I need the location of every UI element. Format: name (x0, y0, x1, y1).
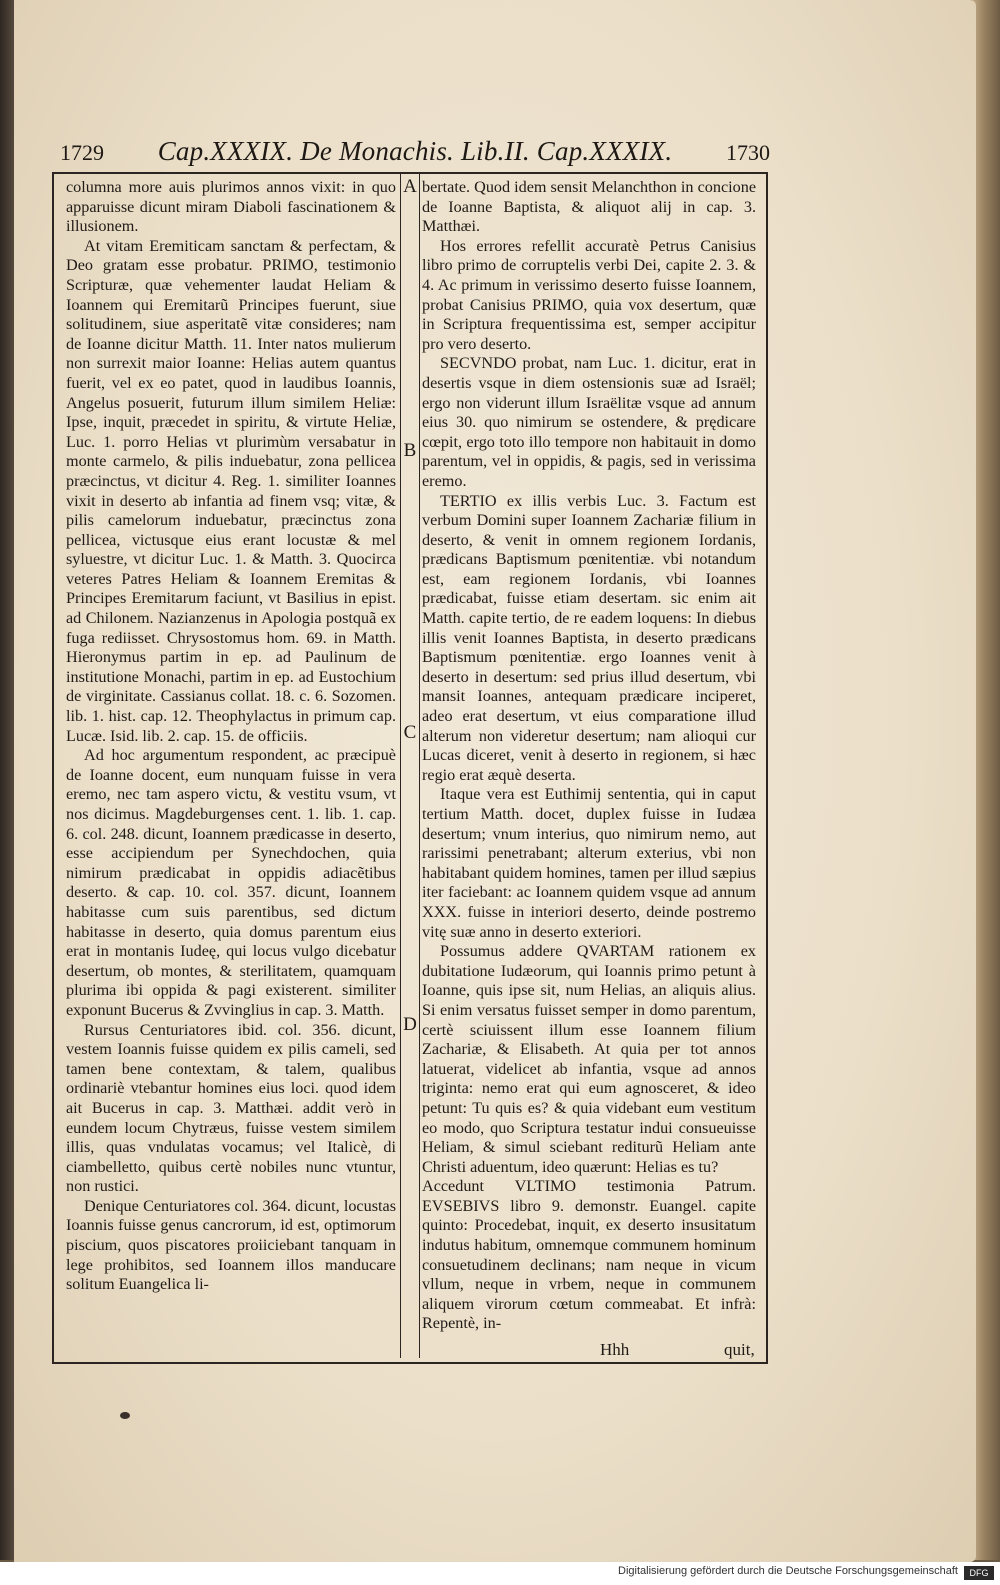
ink-speck (120, 1412, 130, 1419)
column-divider (400, 174, 420, 1358)
paragraph: SECVNDO probat, nam Luc. 1. dicitur, erat in desertis vsque in diem ostensionis suæ ad Israël; ergo non viderunt illum Israëlitæ vsque ad annum eius 30. quo nimirum se ostendere, & prędicare cœpit, ergo toto illo tempore non habitauit in domo parentum, vel in oppidis, & pagis, sed in verissima eremo. (422, 354, 756, 490)
paragraph: Possumus addere QVARTAM rationem ex dubitatione Iudæorum, qui Ioannis primo petunt à Ioanne, quis ipse sit, num Helias, an aliquis alius. Si enim versatus fuisset semper in domo parentum, certè sciuissent illum esse Ioannem filium Zachariæ, & Elisabeth. At quia per tot annos latuerat, videlicet ab infantia, vsque ad annos triginta: nemo erat qui eum agnosceret, & ideo petunt: Tu quis es? & quia videbant eum vestitum eo modo, quo Scriptura testatur indui consueuisse Heliam, & simul sciebant rediturũ Heliam ante Christi aduentum, ideo quærunt: Helias es tu? (422, 942, 756, 1176)
left-text-column (66, 178, 396, 1295)
paragraph: columna more auis plurimos annos vixit: in quo apparuisse dicunt miram Diaboli fascinationem & illusionem. (66, 178, 396, 236)
paragraph: Denique Centuriatores col. 364. dicunt, locustas Ioannis fuisse genus cancrorum, id est, optimorum piscium, quos piscatores proiiciebant tanquam in lege prohibitos, sed Ioannem illos manducare solitum Euangelica li- (66, 1196, 396, 1294)
paragraph: Hos errores refellit accuratè Petrus Canisius libro primo de corruptelis verbi Dei, capite 2. 3. & 4. Ac primum in verissimo deserto fuisse Ioannem, probat Canisius PRIMO, quia vox desertum, quæ in Scriptura frequentissima est, semper accipitur pro vero deserto. (422, 236, 756, 353)
dfg-logo: DFG (964, 1566, 994, 1580)
margin-mark-b: B (403, 440, 417, 461)
margin-mark-a: A (403, 176, 417, 197)
digitization-credit: Digitalisierung gefördert durch die Deutsche Forschungsgemeinschaft (618, 1565, 958, 1577)
right-text-column (422, 178, 756, 1334)
catchword: quit, (724, 1340, 755, 1359)
paragraph: At vitam Eremiticam sanctam & perfectam, & Deo gratam esse probatur. PRIMO, testimonio Scripturæ, quæ vehementer laudat Heliam & Ioannem qui Eremitarũ Principes fuerunt, siue solitudinem, siue asperitatẽ vitæ consideres; nam de Ioanne dicitur Matth. 11. Inter natos mulierum non surrexit maior Ioanne: Helias autem quantus fuerit, vel ex eo patet, quod in laudibus Ioannis, Angelus posuerit, futurum illum similem Heliæ: Ipse, inquit, præcedet in spiritu, & virtute Heliæ, Luc. 1. porro Helias vt plurimùm versabatur in monte carmelo, & pilis induebatur, zona pellicea præcinctus, vt dicitur 4. Reg. 1. similiter Ioannes vixit in deserto ab infantia ad finem vsq; vitæ, & pilis camelorum induebatur, præcinctus zona pellicea, victusque eius erant locustæ & mel syluestre, vt dicitur Luc. 1. & Matth. 3. Quocirca veteres Patres Heliam & Ioannem Eremitas & Principes Eremitarum faciunt, vt Basilius in epist. ad Chilonem. Nazianzenus in Apologia postquã ex fuga rediisset. Chrysostomus hom. 69. in Matth. Hieronymus partim in ep. ad Paulinum de institutione Monachi, partim in ep. ad Eustochium de virginitate. Cassianus collat. 18. c. 6. Sozomen. lib. 1. hist. cap. 12. Theophylactus in primum cap. Lucæ. Isid. lib. 2. cap. 15. de officiis. (66, 236, 396, 745)
signature-mark: Hhh (600, 1340, 630, 1359)
page-number-left: 1729 (60, 140, 104, 165)
running-title: Cap.XXXIX. De Monachis. Lib.II. Cap.XXXIX. (157, 136, 673, 166)
margin-mark-c: C (403, 722, 417, 743)
paragraph: TERTIO ex illis verbis Luc. 3. Factum est verbum Domini super Ioannem Zachariæ filium in deserto, & venit in omnem regionem Iordanis, prædicans Baptismum pœnitentiæ. vbi notandum est, eam regionem Iordanis, vbi Ioannes prædicabat, fuisse etiam desertam. sic enim ait Matth. capite tertio, de re eadem loquens: In diebus illis venit Ioannes Baptista, in deserto prædicans Baptismum pœnitentiæ. ergo Ioannes venit à deserto in desertum: sed prius illud desertum, vbi mansit Ioannes, antequam prædicare inciperet, adeo erat desertum, vt eius comparatione illud alterum non videretur desertum; nam alioqui cur Lucas diceret, venit à deserto in regionem, si hæc regio erat æquè deserta. (422, 491, 756, 784)
margin-mark-d: D (403, 1014, 417, 1035)
paragraph: Rursus Centuriatores ibid. col. 356. dicunt, vestem Ioannis fuisse quidem ex pilis cameli, sed tamen bene contextam, & talem, qualibus ordinariè vtebantur homines eius loci. quod idem ait Bucerus in cap. 3. Matthæi. addit verò in eundem locum Chytræus, fuisse vestem similem illis, quas vndulatas vocamus; vel Italicè, di ciambelletto, quibus certè nobiles nunc vtuntur, non rustici. (66, 1020, 396, 1196)
paragraph: Accedunt VLTIMO testimonia Patrum. EVSEBIVS libro 9. demonstr. Euangel. capite quinto: Procedebat, inquit, ex deserto insusitatum indutus habitum, omnemque communem hominum consuetudinem declinans; nam neque in vicum vllum, neque in vrbem, neque in communem aliquem virorum cœtum commeabat. Et infrà: Repentè, in- (422, 1177, 756, 1333)
running-header (60, 136, 770, 170)
paragraph: bertate. Quod idem sensit Melanchthon in concione de Ioanne Baptista, & aliquot alij in cap. 3. Matthæi. (422, 178, 757, 236)
paragraph: Itaque vera est Euthimij sententia, qui in caput tertium Matth. docet, duplex fuisse in Iudæa desertum; vnum interius, quo nimirum nemo, aut rarissimi penetrabant; alterum exterius, vbi non habitabant quidem homines, tamen per illud sæpius iter faciebant: ac Ioannem quidem vsque ad annum XXX. fuisse in interiori deserto, deinde postremo vitę suæ anno in deserto exteriori. (422, 785, 756, 941)
page-edge (972, 0, 1000, 1560)
paragraph: Ad hoc argumentum respondent, ac præcipuè de Ioanne docent, eum nunquam fuisse in vera eremo, nec tam aspero victu, & vestitu vsum, vt nos dicimus. Magdeburgenses cent. 1. lib. 1. cap. 6. col. 248. dicunt, Ioannem prædicasse in deserto, esse accipiendum per Synechdochen, quia nimirum prædicabat in oppidis adiacẽtibus deserto. & cap. 10. col. 357. dicunt, Ioannem habitasse cum suis parentibus, sed dictum habitasse in deserto, quia domus parentum eius erat in montanis Iudeę, qui locus vulgo dicebatur desertum, ob montes, & sterilitatem, quamquam plurima ibi oppida & pagi existerent. similiter exponunt Bucerus & Zvvinglius in cap. 3. Matth. (66, 746, 396, 1019)
page-number-right: 1730 (726, 140, 770, 165)
